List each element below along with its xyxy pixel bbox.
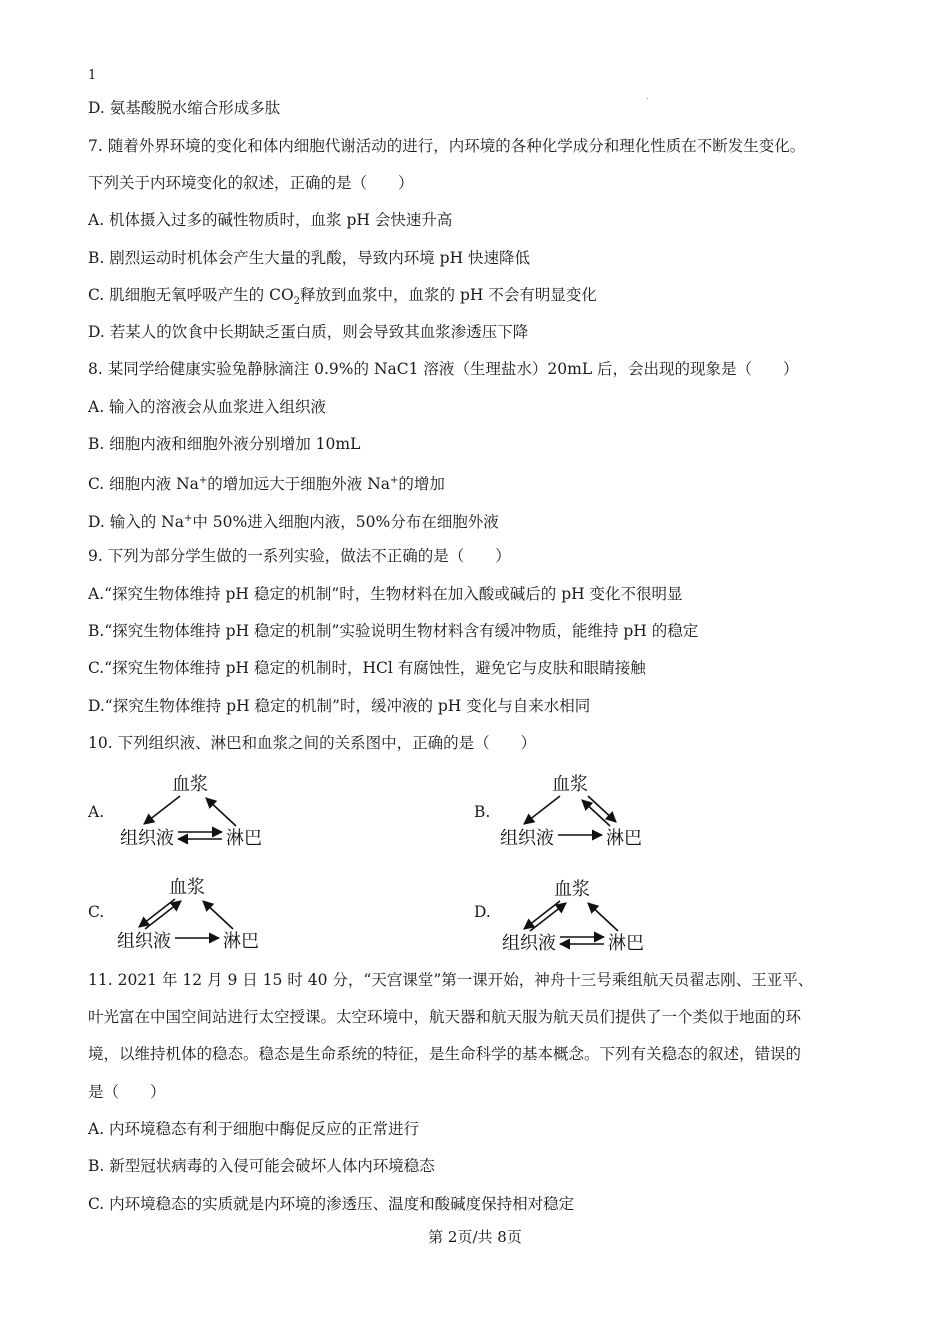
q7c-part1: C. 肌细胞无氧呼吸产生的 CO (88, 286, 294, 304)
diagram-d-tissue-fluid: 组织液 (502, 933, 556, 954)
diagram-a-arrow-plasma-to-tissue (144, 796, 180, 824)
diagram-a-tissue-fluid: 组织液 (120, 828, 174, 849)
q8c-sup1: + (198, 475, 208, 486)
diagram-b-lymph: 淋巴 (606, 828, 642, 849)
diagram-b (498, 770, 658, 855)
page-mark: 1 (88, 68, 97, 83)
q8c-part3: 的增加 (398, 475, 445, 494)
diagram-b-arrow-plasma-to-tissue (524, 796, 560, 824)
diagram-c-arrow-lymph-to-plasma (203, 901, 233, 929)
q7-stem-line1: 7. 随着外界环境的变化和体内细胞代谢活动的进行，内环境的各种化学成分和理化性质在不断发生变化。 (88, 137, 806, 155)
q8-option-b: B. 细胞内液和细胞外液分别增加 10mL (88, 435, 361, 453)
q8c-sup2: + (390, 475, 399, 486)
q11-option-b: B. 新型冠状病毒的入侵可能会破坏人体内环境稳态 (88, 1157, 435, 1175)
diagram-c-lymph: 淋巴 (223, 931, 259, 952)
diagram-d (500, 875, 660, 960)
q10-stem: 10. 下列组织液、淋巴和血浆之间的关系图中，正确的是（ ） (88, 734, 537, 752)
q11-option-c: C. 内环境稳态的实质就是内环境的渗透压、温度和酸碱度保持相对稳定 (88, 1195, 575, 1213)
corner-dot: . (646, 92, 649, 101)
diagram-c-tissue-fluid: 组织液 (117, 931, 171, 952)
diagram-label-b: B. (474, 803, 491, 821)
q6-option-d: D. 氨基酸脱水缩合形成多肽 (88, 99, 281, 117)
q11-option-a: A. 内环境稳态有利于细胞中酶促反应的正常进行 (88, 1120, 420, 1138)
q8-stem: 8. 某同学给健康实验兔静脉滴注 0.9%的 NaC1 溶液（生理盐水）20mL 后，会出现的现象是（ ） (88, 360, 799, 378)
diagram-d-plasma: 血浆 (554, 879, 590, 900)
q7-option-c (88, 285, 597, 312)
q8-option-d (88, 509, 499, 532)
diagram-c-arrow-tissue-to-plasma (145, 901, 181, 929)
q11-stem-line2: 叶光富在中国空间站进行太空授课。太空环境中，航天器和航天服为航天员们提供了一个类似于地面的环 (88, 1008, 802, 1026)
diagram-b-plasma: 血浆 (552, 774, 588, 795)
diagram-label-d: D. (474, 903, 491, 921)
diagram-a-arrow-lymph-to-plasma (206, 798, 236, 826)
q8c-part2: 的增加远大于细胞外液 Na (207, 475, 391, 494)
q7-stem-line2: 下列关于内环境变化的叙述，正确的是（ ） (88, 174, 414, 192)
q8-option-c (88, 471, 445, 494)
q7-option-a: A. 机体摄入过多的碱性物质时，血浆 pH 会快速升高 (88, 211, 453, 229)
diagram-a-lymph: 淋巴 (226, 828, 262, 849)
q9-option-b: B.“探究生物体维持 pH 稳定的机制”实验说明生物材料含有缓冲物质，能维持 pH 的稳定 (88, 622, 699, 640)
diagram-d-arrow-lymph-to-plasma (588, 903, 618, 931)
q7-option-d: D. 若某人的饮食中长期缺乏蛋白质，则会导致其血浆渗透压下降 (88, 323, 529, 341)
diagram-c (115, 873, 275, 958)
q9-option-c: C.“探究生物体维持 pH 稳定的机制时，HCl 有腐蚀性，避免它与皮肤和眼睛接触 (88, 659, 646, 677)
q9-option-a: A.“探究生物体维持 pH 稳定的机制”时，生物材料在加入酸或碱后的 pH 变化不很明显 (88, 585, 683, 603)
q11-stem-line3: 境，以维持机体的稳态。稳态是生命系统的特征，是生命科学的基本概念。下列有关稳态的叙述，错误的 (88, 1045, 802, 1063)
q8-option-a: A. 输入的溶液会从血浆进入组织液 (88, 398, 327, 416)
q8d-sup: + (183, 513, 193, 524)
diagram-c-arrow-plasma-to-tissue (139, 899, 175, 927)
q7c-subscript: 2 (293, 296, 301, 308)
q7-option-b: B. 剧烈运动时机体会产生大量的乳酸，导致内环境 pH 快速降低 (88, 249, 531, 267)
q7c-part2: 释放到血浆中，血浆的 pH 不会有明显变化 (300, 286, 597, 304)
q9-option-d: D.“探究生物体维持 pH 稳定的机制”时，缓冲液的 pH 变化与自来水相同 (88, 697, 591, 715)
diagram-c-plasma: 血浆 (169, 877, 205, 898)
q8d-part2: 中 50%进入细胞内液，50%分布在细胞外液 (192, 513, 499, 532)
q8c-part1: C. 细胞内液 Na (88, 475, 199, 494)
diagram-a-plasma: 血浆 (172, 774, 208, 795)
diagram-label-c: C. (88, 903, 105, 921)
diagram-d-arrow-plasma-to-tissue (524, 901, 560, 929)
q9-stem: 9. 下列为部分学生做的一系列实验，做法不正确的是（ ） (88, 547, 511, 565)
diagram-d-lymph: 淋巴 (608, 933, 644, 954)
q11-stem-line4: 是（ ） (88, 1083, 166, 1101)
page-footer: 第 2页/共 8页 (428, 1228, 522, 1246)
diagram-b-tissue-fluid: 组织液 (500, 828, 554, 849)
q11-stem-line1: 11. 2021 年 12 月 9 日 15 时 40 分，“天宫课堂”第一课开始，神舟十三号乘组航天员翟志刚、王亚平、 (88, 971, 814, 989)
diagram-d-arrow-tissue-to-plasma (530, 903, 566, 931)
q8d-part1: D. 输入的 Na (88, 513, 184, 532)
diagram-a (118, 770, 278, 855)
diagram-label-a: A. (88, 803, 105, 821)
